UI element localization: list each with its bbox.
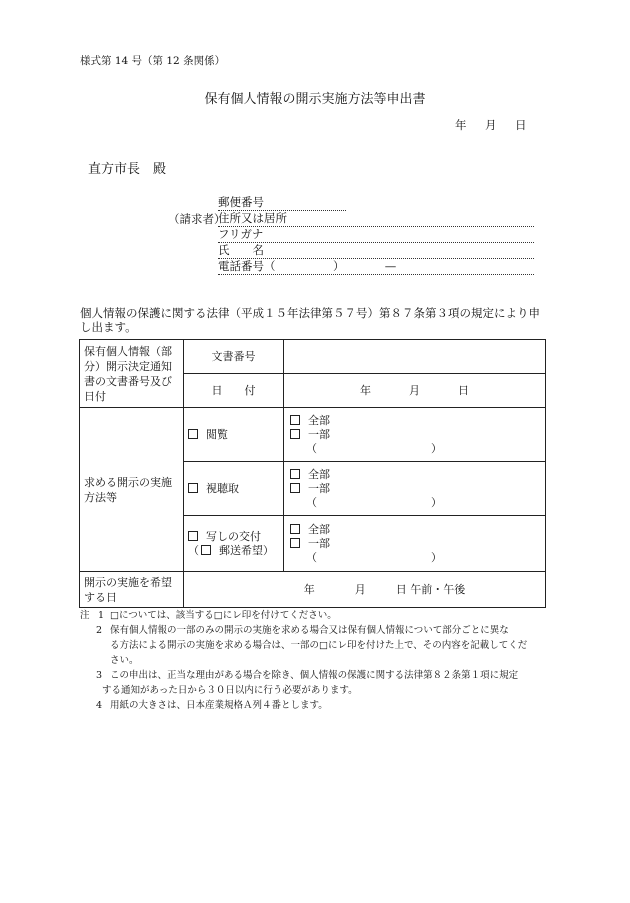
phone-field[interactable] bbox=[218, 259, 534, 275]
option-all[interactable] bbox=[290, 414, 541, 428]
method-label: 求める開示の実施方法等 bbox=[80, 408, 184, 572]
method-listening[interactable] bbox=[184, 462, 284, 516]
notice-day: 日 bbox=[458, 383, 469, 397]
note-2 bbox=[80, 623, 560, 638]
note-4 bbox=[80, 698, 560, 713]
checkbox-viewing[interactable] bbox=[188, 429, 198, 439]
desired-date-field[interactable] bbox=[184, 572, 546, 608]
name-field[interactable] bbox=[218, 243, 534, 259]
notice-date-label: 日 付 bbox=[184, 374, 284, 408]
mail-label: 郵送希望） bbox=[219, 543, 274, 557]
option-all[interactable] bbox=[290, 523, 541, 537]
notes bbox=[80, 608, 560, 713]
method-viewing[interactable] bbox=[184, 408, 284, 462]
option-all[interactable] bbox=[290, 468, 541, 482]
option-part-label: 一部 bbox=[308, 427, 330, 441]
paren-close: ） bbox=[431, 495, 442, 509]
paren-open: （ bbox=[306, 550, 317, 564]
applicant-label: （請求者） bbox=[168, 212, 226, 226]
notice-year: 年 bbox=[360, 383, 371, 397]
option-part[interactable] bbox=[290, 482, 541, 496]
option-all-label: 全部 bbox=[308, 413, 330, 427]
note-number: 3 bbox=[96, 670, 103, 681]
part-detail-field[interactable] bbox=[290, 442, 442, 456]
note-text: □については、該当する□にレ印を付けてください。 bbox=[110, 610, 337, 621]
doc-number-label: 文書番号 bbox=[184, 340, 284, 374]
option-part[interactable] bbox=[290, 537, 541, 551]
furigana-field[interactable] bbox=[218, 227, 534, 243]
address-label: 住所又は居所 bbox=[218, 211, 287, 225]
notice-month: 月 bbox=[409, 383, 420, 397]
part-detail-field[interactable] bbox=[290, 496, 442, 510]
option-all-label: 全部 bbox=[308, 522, 330, 536]
option-part[interactable] bbox=[290, 428, 541, 442]
paren-close: ） bbox=[431, 550, 442, 564]
notice-date-field[interactable] bbox=[284, 374, 546, 408]
checkbox-all[interactable] bbox=[290, 415, 300, 425]
option-all-label: 全部 bbox=[308, 467, 330, 481]
note-number: 1 bbox=[98, 610, 105, 621]
form-title: 保有個人情報の開示実施方法等申出書 bbox=[204, 92, 426, 107]
method-copy-scope bbox=[284, 516, 546, 572]
doc-number-field[interactable] bbox=[284, 340, 546, 374]
paren-open: （ bbox=[306, 441, 317, 455]
note-3-cont1: する通知があった日から３０日以内に行う必要があります。 bbox=[102, 685, 358, 696]
note-2-cont2: さい。 bbox=[110, 655, 139, 666]
submission-date bbox=[455, 117, 545, 133]
postal-code-field[interactable] bbox=[218, 195, 346, 211]
desired-day: 日 bbox=[395, 582, 407, 596]
note-number: 2 bbox=[96, 625, 103, 636]
addressee: 直方市長 殿 bbox=[88, 162, 167, 177]
checkbox-copy[interactable] bbox=[188, 531, 198, 541]
address-field[interactable] bbox=[218, 211, 534, 227]
checkbox-mail[interactable] bbox=[201, 545, 211, 555]
method-viewing-scope bbox=[284, 408, 546, 462]
note-text: 用紙の大きさは、日本産業規格Ａ列４番とします。 bbox=[110, 700, 328, 711]
note-1 bbox=[80, 608, 560, 623]
paren-close: ） bbox=[431, 441, 442, 455]
am-pm-choice[interactable]: 午前・午後 bbox=[410, 582, 466, 596]
note-2-cont1: る方法による開示の実施を求める場合は、一部の□にレ印を付けた上で、その内容を記載してくだ bbox=[110, 640, 528, 651]
note-text: 保有個人情報の一部のみの開示の実施を求める場合又は保有個人情報について部分ごとに異な bbox=[110, 625, 509, 636]
part-detail-field[interactable] bbox=[290, 551, 442, 565]
note-3 bbox=[80, 668, 560, 683]
method-viewing-label: 閲覧 bbox=[206, 427, 228, 441]
notes-mark: 注 bbox=[80, 610, 90, 621]
desired-month: 月 bbox=[354, 582, 366, 596]
checkbox-all[interactable] bbox=[290, 469, 300, 479]
date-day: 日 bbox=[515, 118, 527, 132]
desired-date-label: 開示の実施を希望する日 bbox=[80, 572, 184, 608]
option-part-label: 一部 bbox=[308, 536, 330, 550]
name-label: 氏 名 bbox=[218, 243, 264, 257]
furigana-label: フリガナ bbox=[218, 227, 264, 241]
method-copy-label: 写しの交付 bbox=[206, 529, 261, 543]
checkbox-all[interactable] bbox=[290, 524, 300, 534]
postal-code-label: 郵便番号 bbox=[218, 195, 264, 209]
form-number: 様式第 14 号（第 12 条関係） bbox=[80, 55, 226, 67]
phone-label: 電話番号（ ） — bbox=[218, 259, 397, 273]
checkbox-part[interactable] bbox=[290, 483, 300, 493]
method-listening-scope bbox=[284, 462, 546, 516]
method-listening-label: 視聴取 bbox=[206, 481, 239, 495]
date-year: 年 bbox=[455, 118, 467, 132]
checkbox-part[interactable] bbox=[290, 538, 300, 548]
method-copy[interactable] bbox=[184, 516, 284, 572]
mail-paren: （ bbox=[188, 543, 199, 557]
request-table bbox=[79, 339, 546, 608]
note-text: この申出は、正当な理由がある場合を除き、個人情報の保護に関する法律第８２条第１項に規定 bbox=[110, 670, 519, 681]
desired-day-group bbox=[396, 583, 466, 597]
note-number: 4 bbox=[96, 700, 103, 711]
checkbox-part[interactable] bbox=[290, 429, 300, 439]
notice-label: 保有個人情報（部分）開示決定通知書の文書番号及び日付 bbox=[80, 340, 184, 408]
date-month: 月 bbox=[485, 118, 497, 132]
paren-open: （ bbox=[306, 495, 317, 509]
desired-year: 年 bbox=[303, 582, 315, 596]
option-part-label: 一部 bbox=[308, 481, 330, 495]
checkbox-listening[interactable] bbox=[188, 483, 198, 493]
intro-text: 個人情報の保護に関する法律（平成１５年法律第５７号）第８７条第３項の規定により申し出ます。 bbox=[80, 306, 540, 334]
